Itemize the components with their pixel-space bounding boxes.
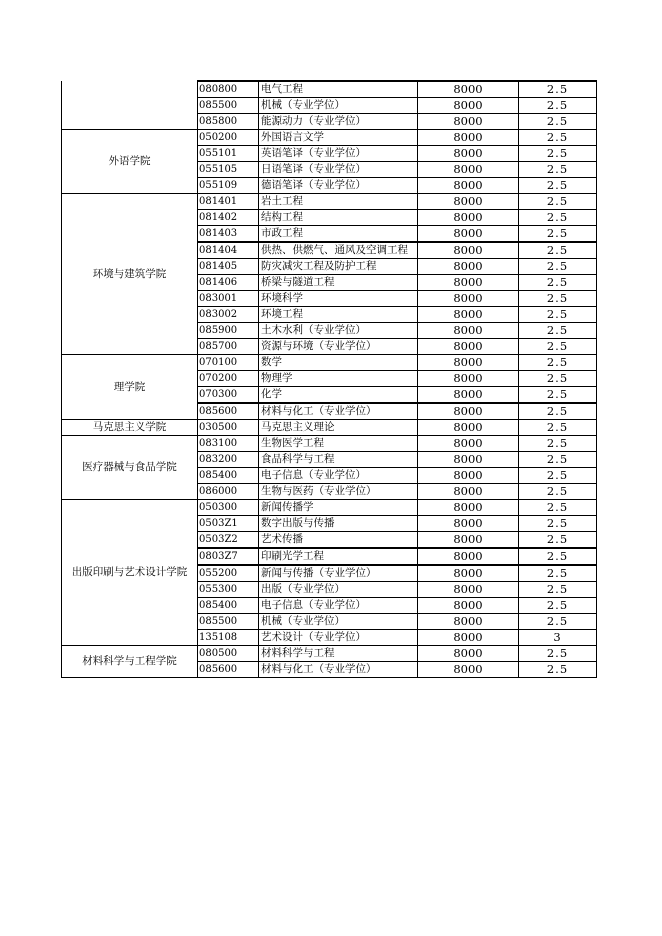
years-cell: 2.5 xyxy=(519,598,597,614)
major-cell: 日语笔译（专业学位） xyxy=(259,162,418,178)
major-cell: 新闻与传播（专业学位） xyxy=(259,565,418,582)
code-cell: 0503Z1 xyxy=(198,516,259,532)
major-cell: 英语笔译（专业学位） xyxy=(259,146,418,162)
code-cell: 081403 xyxy=(198,226,259,243)
code-cell: 085500 xyxy=(198,98,259,114)
college-name-cell: 医疗器械与食品学院 xyxy=(62,436,198,500)
college-name-cell: 材料科学与工程学院 xyxy=(62,646,198,678)
fee-cell: 8000 xyxy=(418,436,519,452)
years-cell: 2.5 xyxy=(519,210,597,226)
years-cell: 2.5 xyxy=(519,226,597,243)
fee-cell: 8000 xyxy=(418,468,519,484)
code-cell: 0803Z7 xyxy=(198,548,259,565)
code-cell: 085400 xyxy=(198,468,259,484)
fee-cell: 8000 xyxy=(418,226,519,243)
fee-cell: 8000 xyxy=(418,582,519,598)
major-cell: 生物医学工程 xyxy=(259,436,418,452)
years-cell: 2.5 xyxy=(519,500,597,516)
major-cell: 供热、供燃气、通风及空调工程 xyxy=(259,242,418,259)
major-cell: 化学 xyxy=(259,387,418,404)
fee-cell: 8000 xyxy=(418,242,519,259)
fee-cell: 8000 xyxy=(418,646,519,662)
table-row xyxy=(62,130,597,146)
years-cell: 2.5 xyxy=(519,468,597,484)
code-cell: 085900 xyxy=(198,323,259,339)
fee-cell: 8000 xyxy=(418,516,519,532)
years-cell: 2.5 xyxy=(519,420,597,436)
major-cell: 材料科学与工程 xyxy=(259,646,418,662)
code-cell: 081405 xyxy=(198,259,259,275)
code-cell: 070100 xyxy=(198,355,259,371)
fee-cell: 8000 xyxy=(418,275,519,291)
fee-cell: 8000 xyxy=(418,323,519,339)
table-row xyxy=(62,436,597,452)
years-cell: 2.5 xyxy=(519,98,597,114)
fee-cell: 8000 xyxy=(418,98,519,114)
fee-cell: 8000 xyxy=(418,194,519,210)
code-cell: 055105 xyxy=(198,162,259,178)
major-cell: 环境工程 xyxy=(259,307,418,323)
fee-cell: 8000 xyxy=(418,114,519,130)
major-cell: 电子信息（专业学位） xyxy=(259,598,418,614)
major-cell: 物理学 xyxy=(259,371,418,387)
years-cell: 2.5 xyxy=(519,162,597,178)
tuition-table xyxy=(61,80,597,678)
code-cell: 083001 xyxy=(198,291,259,307)
major-cell: 资源与环境（专业学位） xyxy=(259,339,418,355)
major-cell: 外国语言文学 xyxy=(259,130,418,146)
fee-cell: 8000 xyxy=(418,130,519,146)
major-cell: 数学 xyxy=(259,355,418,371)
years-cell: 2.5 xyxy=(519,178,597,194)
major-cell: 生物与医药（专业学位） xyxy=(259,484,418,500)
fee-cell: 8000 xyxy=(418,500,519,516)
table-row xyxy=(62,355,597,371)
years-cell: 2.5 xyxy=(519,452,597,468)
major-cell: 防灾减灾工程及防护工程 xyxy=(259,259,418,275)
fee-cell: 8000 xyxy=(418,452,519,468)
years-cell: 2.5 xyxy=(519,194,597,210)
years-cell: 2.5 xyxy=(519,275,597,291)
code-cell: 086000 xyxy=(198,484,259,500)
years-cell: 2.5 xyxy=(519,548,597,565)
major-cell: 出版（专业学位） xyxy=(259,582,418,598)
major-cell: 艺术传播 xyxy=(259,532,418,549)
fee-cell: 8000 xyxy=(418,162,519,178)
college-name-cell xyxy=(62,81,198,130)
years-cell: 2.5 xyxy=(519,582,597,598)
major-cell: 德语笔译（专业学位） xyxy=(259,178,418,194)
code-cell: 055200 xyxy=(198,565,259,582)
years-cell: 2.5 xyxy=(519,371,597,387)
fee-cell: 8000 xyxy=(418,532,519,549)
fee-cell: 8000 xyxy=(418,355,519,371)
college-name-cell: 理学院 xyxy=(62,355,198,420)
major-cell: 土木水利（专业学位） xyxy=(259,323,418,339)
code-cell: 050300 xyxy=(198,500,259,516)
major-cell: 印刷光学工程 xyxy=(259,548,418,565)
fee-cell: 8000 xyxy=(418,339,519,355)
code-cell: 135108 xyxy=(198,630,259,646)
years-cell: 2.5 xyxy=(519,436,597,452)
table-row xyxy=(62,81,597,98)
code-cell: 055109 xyxy=(198,178,259,194)
major-cell: 机械（专业学位） xyxy=(259,614,418,630)
years-cell: 2.5 xyxy=(519,614,597,630)
code-cell: 0503Z2 xyxy=(198,532,259,549)
major-cell: 结构工程 xyxy=(259,210,418,226)
fee-cell: 8000 xyxy=(418,630,519,646)
years-cell: 2.5 xyxy=(519,114,597,130)
code-cell: 081406 xyxy=(198,275,259,291)
years-cell: 2.5 xyxy=(519,81,597,98)
code-cell: 070200 xyxy=(198,371,259,387)
major-cell: 电子信息（专业学位） xyxy=(259,468,418,484)
fee-cell: 8000 xyxy=(418,403,519,420)
table-row xyxy=(62,194,597,210)
table-row xyxy=(62,500,597,516)
major-cell: 机械（专业学位） xyxy=(259,98,418,114)
code-cell: 085800 xyxy=(198,114,259,130)
code-cell: 083200 xyxy=(198,452,259,468)
years-cell: 2.5 xyxy=(519,662,597,678)
code-cell: 081404 xyxy=(198,242,259,259)
fee-cell: 8000 xyxy=(418,548,519,565)
major-cell: 材料与化工（专业学位） xyxy=(259,662,418,678)
fee-cell: 8000 xyxy=(418,598,519,614)
years-cell: 2.5 xyxy=(519,242,597,259)
years-cell: 2.5 xyxy=(519,646,597,662)
table-row xyxy=(62,646,597,662)
major-cell: 能源动力（专业学位） xyxy=(259,114,418,130)
college-name-cell: 出版印刷与艺术设计学院 xyxy=(62,500,198,646)
fee-cell: 8000 xyxy=(418,210,519,226)
code-cell: 085700 xyxy=(198,339,259,355)
years-cell: 2.5 xyxy=(519,516,597,532)
years-cell: 2.5 xyxy=(519,403,597,420)
major-cell: 新闻传播学 xyxy=(259,500,418,516)
college-name-cell: 外语学院 xyxy=(62,130,198,194)
years-cell: 2.5 xyxy=(519,339,597,355)
years-cell: 2.5 xyxy=(519,323,597,339)
fee-cell: 8000 xyxy=(418,662,519,678)
fee-cell: 8000 xyxy=(418,146,519,162)
major-cell: 市政工程 xyxy=(259,226,418,243)
college-name-cell: 环境与建筑学院 xyxy=(62,194,198,355)
code-cell: 081402 xyxy=(198,210,259,226)
code-cell: 085500 xyxy=(198,614,259,630)
fee-cell: 8000 xyxy=(418,371,519,387)
code-cell: 080800 xyxy=(198,81,259,98)
code-cell: 085400 xyxy=(198,598,259,614)
fee-cell: 8000 xyxy=(418,484,519,500)
fee-cell: 8000 xyxy=(418,307,519,323)
years-cell: 2.5 xyxy=(519,387,597,404)
tuition-table-body xyxy=(62,81,597,678)
major-cell: 电气工程 xyxy=(259,81,418,98)
years-cell: 2.5 xyxy=(519,259,597,275)
fee-cell: 8000 xyxy=(418,387,519,404)
years-cell: 2.5 xyxy=(519,484,597,500)
years-cell: 3 xyxy=(519,630,597,646)
fee-cell: 8000 xyxy=(418,565,519,582)
code-cell: 080500 xyxy=(198,646,259,662)
years-cell: 2.5 xyxy=(519,307,597,323)
years-cell: 2.5 xyxy=(519,130,597,146)
fee-cell: 8000 xyxy=(418,614,519,630)
fee-cell: 8000 xyxy=(418,291,519,307)
years-cell: 2.5 xyxy=(519,532,597,549)
code-cell: 083002 xyxy=(198,307,259,323)
major-cell: 桥梁与隧道工程 xyxy=(259,275,418,291)
fee-cell: 8000 xyxy=(418,420,519,436)
code-cell: 085600 xyxy=(198,662,259,678)
major-cell: 艺术设计（专业学位） xyxy=(259,630,418,646)
years-cell: 2.5 xyxy=(519,146,597,162)
major-cell: 数字出版与传播 xyxy=(259,516,418,532)
fee-cell: 8000 xyxy=(418,178,519,194)
code-cell: 085600 xyxy=(198,403,259,420)
code-cell: 055101 xyxy=(198,146,259,162)
table-row xyxy=(62,420,597,436)
code-cell: 055300 xyxy=(198,582,259,598)
fee-cell: 8000 xyxy=(418,81,519,98)
years-cell: 2.5 xyxy=(519,355,597,371)
code-cell: 030500 xyxy=(198,420,259,436)
code-cell: 083100 xyxy=(198,436,259,452)
years-cell: 2.5 xyxy=(519,291,597,307)
major-cell: 食品科学与工程 xyxy=(259,452,418,468)
code-cell: 081401 xyxy=(198,194,259,210)
major-cell: 马克思主义理论 xyxy=(259,420,418,436)
college-name-cell: 马克思主义学院 xyxy=(62,420,198,436)
major-cell: 材料与化工（专业学位） xyxy=(259,403,418,420)
years-cell: 2.5 xyxy=(519,565,597,582)
code-cell: 070300 xyxy=(198,387,259,404)
major-cell: 岩土工程 xyxy=(259,194,418,210)
major-cell: 环境科学 xyxy=(259,291,418,307)
code-cell: 050200 xyxy=(198,130,259,146)
fee-cell: 8000 xyxy=(418,259,519,275)
